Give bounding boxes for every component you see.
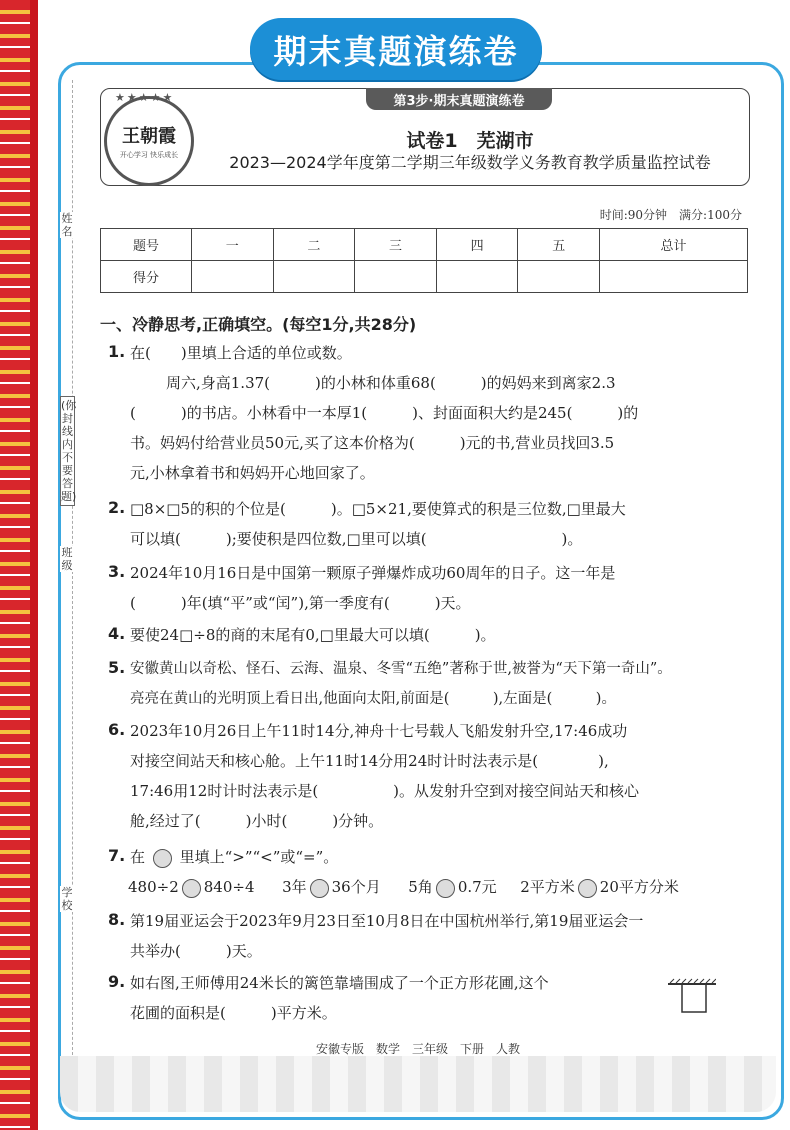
question-6 (130, 716, 760, 836)
question-3 (130, 558, 760, 618)
logo-subtitle: 开心学习 快乐成长 (119, 151, 179, 159)
question-text: 亮亮在黄山的光明顶上看日出,他面向太阳,前面是( ),左面是( )。 (130, 691, 616, 707)
question-number: 1. (108, 342, 126, 361)
score-cell[interactable] (273, 261, 355, 293)
question-text: ( )年(填“平”或“闰”),第一季度有( )天。 (130, 594, 471, 612)
question-text: 2024年10月16日是中国第一颗原子弹爆炸成功60周年的日子。这一年是 (130, 564, 616, 582)
question-4 (130, 620, 760, 650)
question-text: 周六,身高1.37( )的小林和体重68( )的妈妈来到离家2.3 (166, 374, 616, 392)
banner-title: 期末真题演练卷 (250, 18, 542, 80)
score-cell[interactable] (600, 261, 748, 293)
question-text: 如右图,王师傅用24米长的篱笆靠墙围成了一个正方形花圃,这个 (130, 974, 549, 992)
step-tab: 第3步·期末真题演练卷 (366, 88, 552, 110)
question-number: 3. (108, 562, 126, 581)
brand-logo (104, 91, 194, 186)
score-header-cell: 五 (518, 229, 600, 261)
question-text: 17:46用12时计时法表示是( )。从发射升空到对接空间站天和核心 (130, 782, 640, 800)
question-text: 共举办( )天。 (130, 942, 262, 960)
compare-circle-icon[interactable] (436, 879, 455, 898)
exam-subtitle: 2023—2024学年度第二学期三年级数学义务教育教学质量监控试卷 (229, 153, 711, 172)
question-text: 元,小林拿着书和妈妈开心地回家了。 (130, 464, 375, 482)
question-text: 花圃的面积是( )平方米。 (130, 1004, 337, 1022)
question-2 (130, 494, 760, 554)
question-number: 9. (108, 972, 126, 991)
question-number: 6. (108, 720, 126, 739)
score-header-cell: 一 (192, 229, 274, 261)
question-text: 里填上“>”“<”或“=”。 (179, 848, 339, 866)
question-5 (130, 654, 760, 714)
footer-decoration (60, 1056, 776, 1112)
logo-stars-icon: ★★★★★ (115, 91, 175, 104)
question-number: 7. (108, 846, 126, 865)
compare-right: 840÷4 (203, 878, 255, 896)
side-label-class: 班级 (61, 546, 73, 572)
question-number: 5. (108, 658, 126, 677)
score-cell[interactable] (436, 261, 518, 293)
question-number: 4. (108, 624, 126, 643)
score-header-cell: 四 (436, 229, 518, 261)
left-decorative-ribbon (0, 0, 38, 1130)
side-label-notice: (你封线内不要答题) (60, 396, 75, 506)
side-label-name: 姓名 (61, 212, 73, 238)
compare-right: 0.7元 (457, 878, 497, 896)
logo-name: 王朝霞 (122, 126, 176, 147)
compare-right: 20平方分米 (599, 878, 679, 896)
question-text: 在( )里填上合适的单位或数。 (130, 344, 352, 362)
question-text: 舱,经过了( )小时( )分钟。 (130, 812, 384, 830)
score-cell[interactable] (355, 261, 437, 293)
question-text: 第19届亚运会于2023年9月23日至10月8日在中国杭州举行,第19届亚运会一 (130, 912, 644, 930)
exam-title: 试卷1 芜湖市 (406, 130, 534, 152)
score-header-cell: 题号 (101, 229, 192, 261)
question-text: 要使24□÷8的商的末尾有0,□里最大可以填( )。 (130, 626, 496, 644)
score-table-score-row (101, 261, 748, 293)
section-1-title: 一、冷静思考,正确填空。(每空1分,共28分) (100, 315, 417, 334)
score-header-cell: 二 (273, 229, 355, 261)
garden-figure-icon (668, 978, 716, 1022)
score-header-cell: 三 (355, 229, 437, 261)
side-label-school: 学校 (61, 886, 73, 912)
score-table (100, 228, 748, 293)
compare-items (128, 872, 760, 902)
question-number: 8. (108, 910, 126, 929)
compare-right: 36个月 (331, 878, 381, 896)
question-text: 2023年10月26日上午11时14分,神舟十七号载人飞船发射升空,17:46成功 (130, 722, 628, 740)
score-row-label: 得分 (101, 261, 192, 293)
question-text: 可以填( );要使积是四位数,□里可以填( )。 (130, 530, 583, 548)
question-7 (130, 842, 760, 902)
question-text: □8×□5的积的个位是( )。□5×21,要使算式的积是三位数,□里最大 (130, 500, 626, 518)
footer-text: 安徽专版 数学 三年级 下册 人教 (315, 1042, 520, 1056)
score-header-cell: 总计 (600, 229, 748, 261)
compare-left: 480÷2 (128, 878, 179, 896)
question-number: 2. (108, 498, 126, 517)
compare-circle-icon[interactable] (182, 879, 201, 898)
question-9 (130, 968, 660, 1028)
compare-left: 5角 (408, 878, 433, 896)
question-text: 对接空间站天和核心舱。上午11时14分用24时计时法表示是( ), (130, 752, 609, 770)
compare-circle-icon[interactable] (310, 879, 329, 898)
question-8 (130, 906, 760, 966)
question-1 (130, 338, 760, 488)
score-cell[interactable] (192, 261, 274, 293)
compare-left: 3年 (282, 878, 307, 896)
compare-circle-icon (153, 849, 172, 868)
question-text: 在 (130, 848, 146, 866)
question-text (130, 842, 760, 872)
question-text: 书。妈妈付给营业员50元,买了这本价格为( )元的书,营业员找回3.5 (130, 434, 615, 452)
compare-left: 2平方米 (520, 878, 575, 896)
exam-time-score: 时间:90分钟 满分:100分 (599, 208, 742, 222)
score-table-header-row (101, 229, 748, 261)
question-text: ( )的书店。小林看中一本厚1( )、封面面积大约是245( )的 (130, 404, 639, 422)
compare-circle-icon[interactable] (578, 879, 597, 898)
question-text: 安徽黄山以奇松、怪石、云海、温泉、冬雪“五绝”著称于世,被誉为“天下第一奇山”。 (130, 661, 672, 677)
score-cell[interactable] (518, 261, 600, 293)
